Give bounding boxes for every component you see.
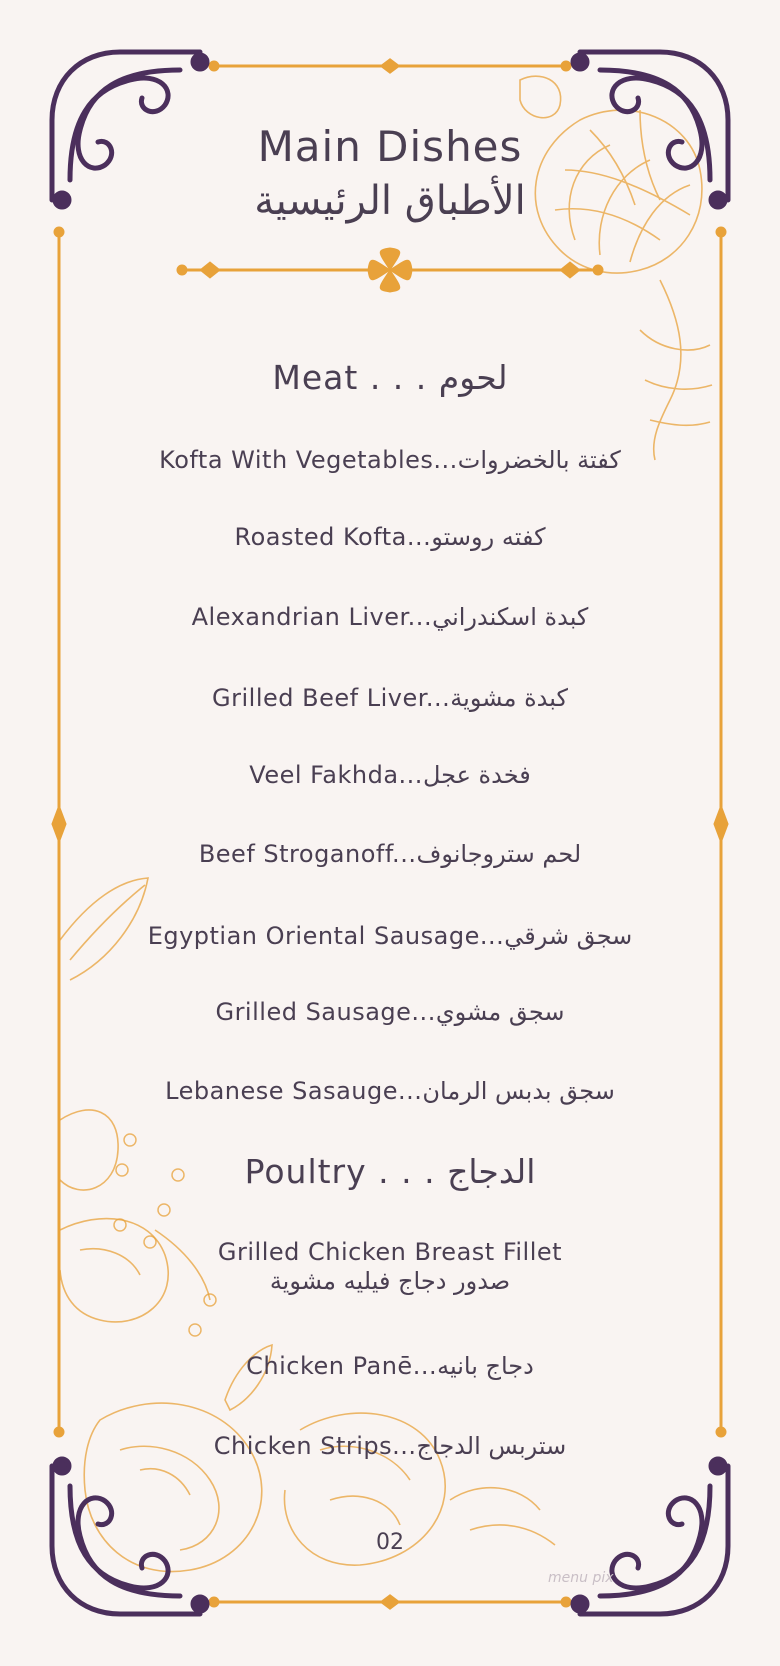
vegetable-illustration [60, 878, 555, 1572]
menu-item: Grilled Sausage...سجق مشوي [215, 998, 565, 1026]
menu-item: Lebanese Sasauge...سجق بدبس الرمان [165, 1077, 615, 1105]
page-title: Main Dishes [257, 122, 523, 171]
menu-item: Grilled Chicken Breast Fillet [217, 1238, 563, 1266]
menu-item: Alexandrian Liver...كبدة اسكندراني [191, 603, 589, 631]
menu-item: Grilled Beef Liver...كبدة مشوية [212, 684, 568, 712]
title-divider [177, 248, 603, 292]
menu-item: Veel Fakhda...فخدة عجل [249, 761, 531, 789]
menu-item: Beef Stroganoff...لحم ستروجانوف [198, 840, 582, 868]
page-number: 02 [376, 1530, 404, 1555]
menu-item: Chicken Strips...ستربس الدجاج [213, 1432, 567, 1460]
menu-item-arabic: صدور دجاج فيليه مشوية [269, 1267, 511, 1295]
menu-item: Kofta With Vegetables...كفتة بالخضروات [159, 446, 621, 474]
watermark: menu pix [548, 1570, 614, 1586]
menu-item: Chicken Panē...دجاج بانيه [246, 1352, 534, 1380]
section-heading-poultry: Poultry . . . الدجاج [244, 1152, 536, 1191]
section-heading-meat: Meat . . . لحوم [272, 358, 508, 397]
menu-item: Roasted Kofta...كفته روستو [234, 523, 546, 551]
menu-item: Egyptian Oriental Sausage...سجق شرقي [147, 922, 633, 950]
page-title-arabic: الأطباق الرئيسية [254, 178, 526, 224]
